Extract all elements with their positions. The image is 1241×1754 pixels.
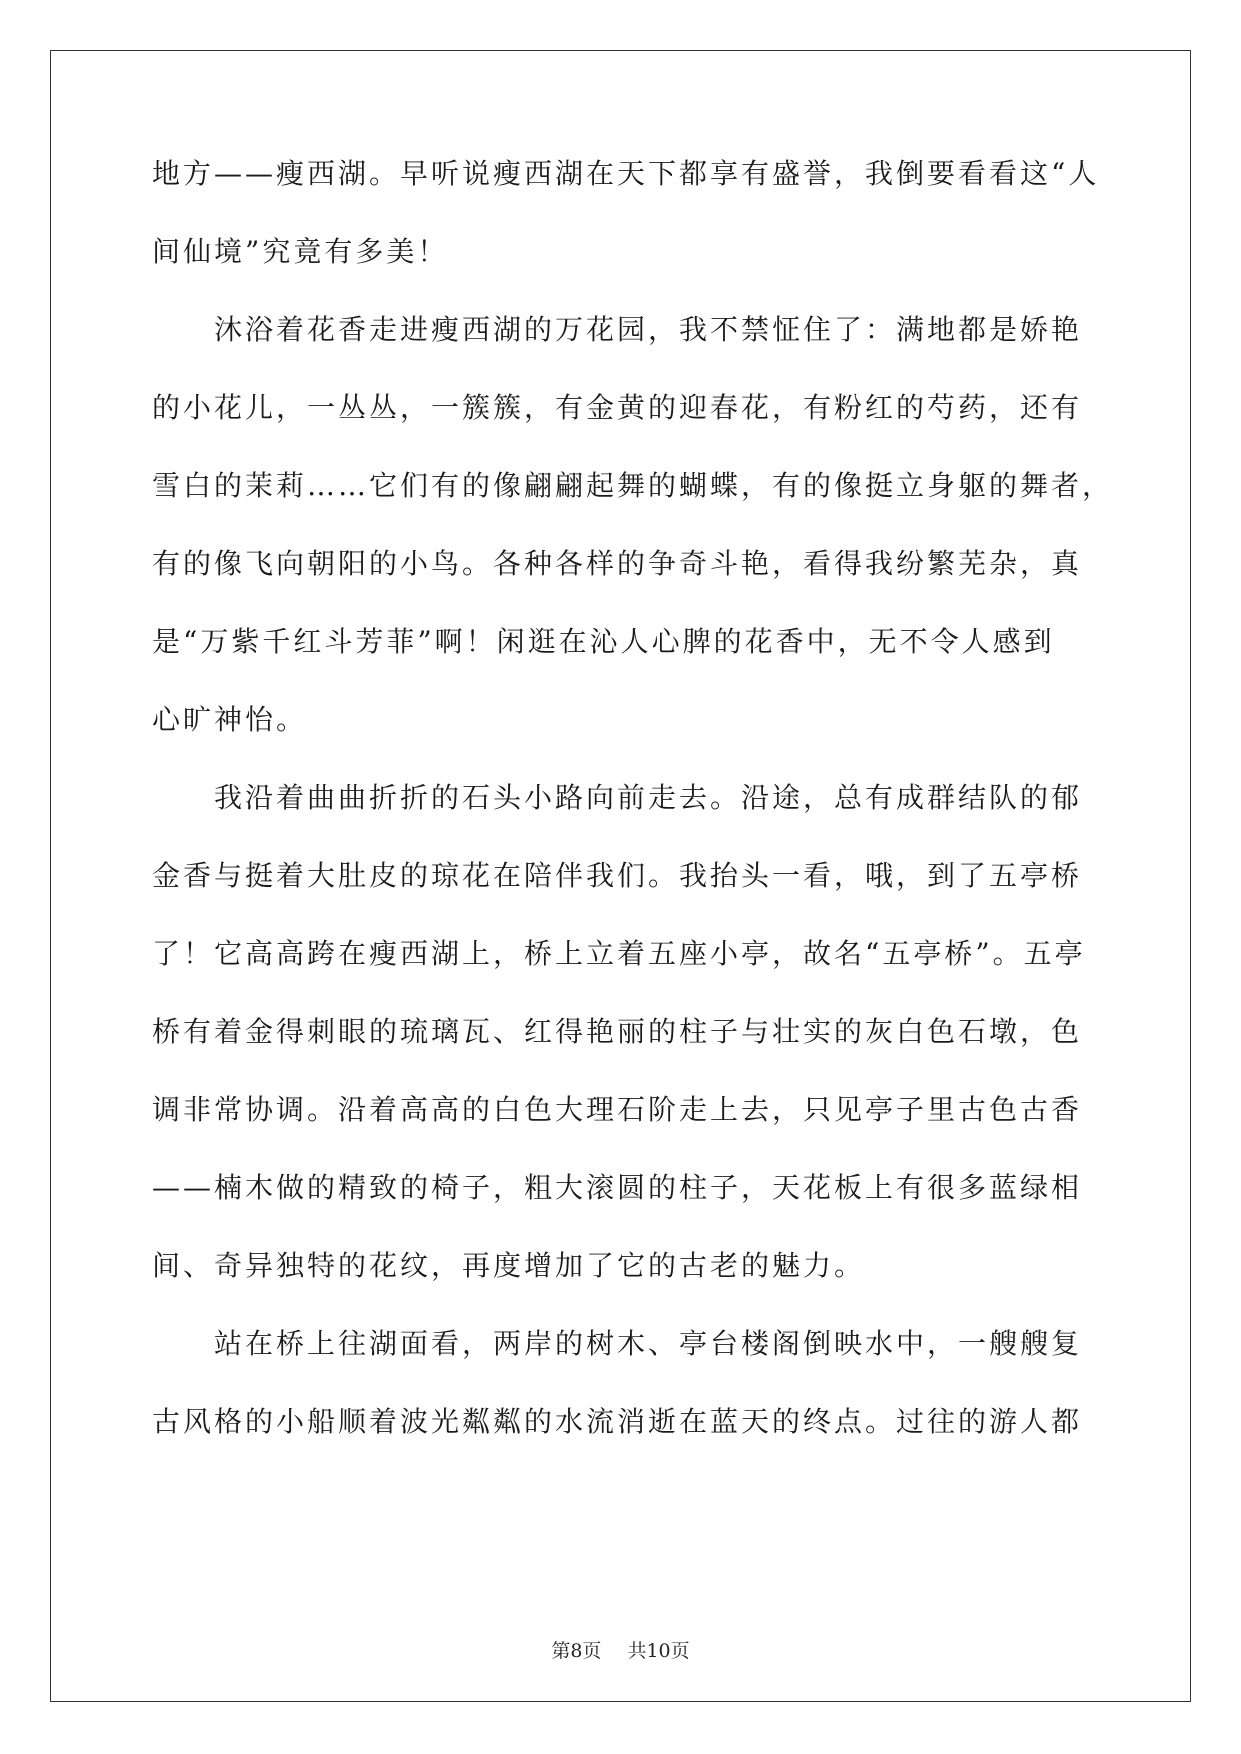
text-line: ——楠木做的精致的椅子，粗大滚圆的柱子，天花板上有很多蓝绿相 (152, 1171, 1083, 1204)
page-total: 共10页 (627, 1640, 690, 1662)
text-line: 间仙境”究竟有多美！ (152, 235, 449, 268)
text-line: 有的像飞向朝阳的小鸟。各种各样的争奇斗艳，看得我纷繁芜杂，真 (152, 547, 1083, 580)
text-line: 间、奇异独特的花纹，再度增加了它的古老的魅力。 (152, 1249, 866, 1282)
text-line: 沐浴着花香走进瘦西湖的万花园，我不禁怔住了：满地都是娇艳 (152, 313, 1083, 346)
text-line: 我沿着曲曲折折的石头小路向前走去。沿途，总有成群结队的郁 (152, 781, 1083, 814)
text-line: 的小花儿，一丛丛，一簇簇，有金黄的迎春花，有粉红的芍药，还有 (152, 391, 1083, 424)
page-number: 第8页 (551, 1640, 602, 1662)
text-line: 地方——瘦西湖。早听说瘦西湖在天下都享有盛誉，我倒要看看这“人 (152, 157, 1100, 190)
text-line: 了！它高高跨在瘦西湖上，桥上立着五座小亭，故名“五亭桥”。五亭 (152, 937, 1086, 970)
text-line: 古风格的小船顺着波光粼粼的水流消逝在蓝天的终点。过往的游人都 (152, 1405, 1083, 1438)
text-line: 雪白的茉莉……它们有的像翩翩起舞的蝴蝶，有的像挺立身躯的舞者， (152, 469, 1114, 502)
text-line: 是“万紫千红斗芳菲”啊！闲逛在沁人心脾的花香中，无不令人感到 (152, 625, 1055, 658)
text-line: 桥有着金得刺眼的琉璃瓦、红得艳丽的柱子与壮实的灰白色石墩，色 (152, 1015, 1083, 1048)
text-line: 金香与挺着大肚皮的琼花在陪伴我们。我抬头一看，哦，到了五亭桥 (152, 859, 1083, 892)
text-line: 心旷神怡。 (152, 703, 308, 736)
page-footer (0, 1636, 1241, 1663)
text-line: 调非常协调。沿着高高的白色大理石阶走上去，只见亭子里古色古香 (152, 1093, 1083, 1126)
document-body (152, 157, 1114, 1484)
text-line: 站在桥上往湖面看，两岸的树木、亭台楼阁倒映水中，一艘艘复 (152, 1327, 1083, 1360)
